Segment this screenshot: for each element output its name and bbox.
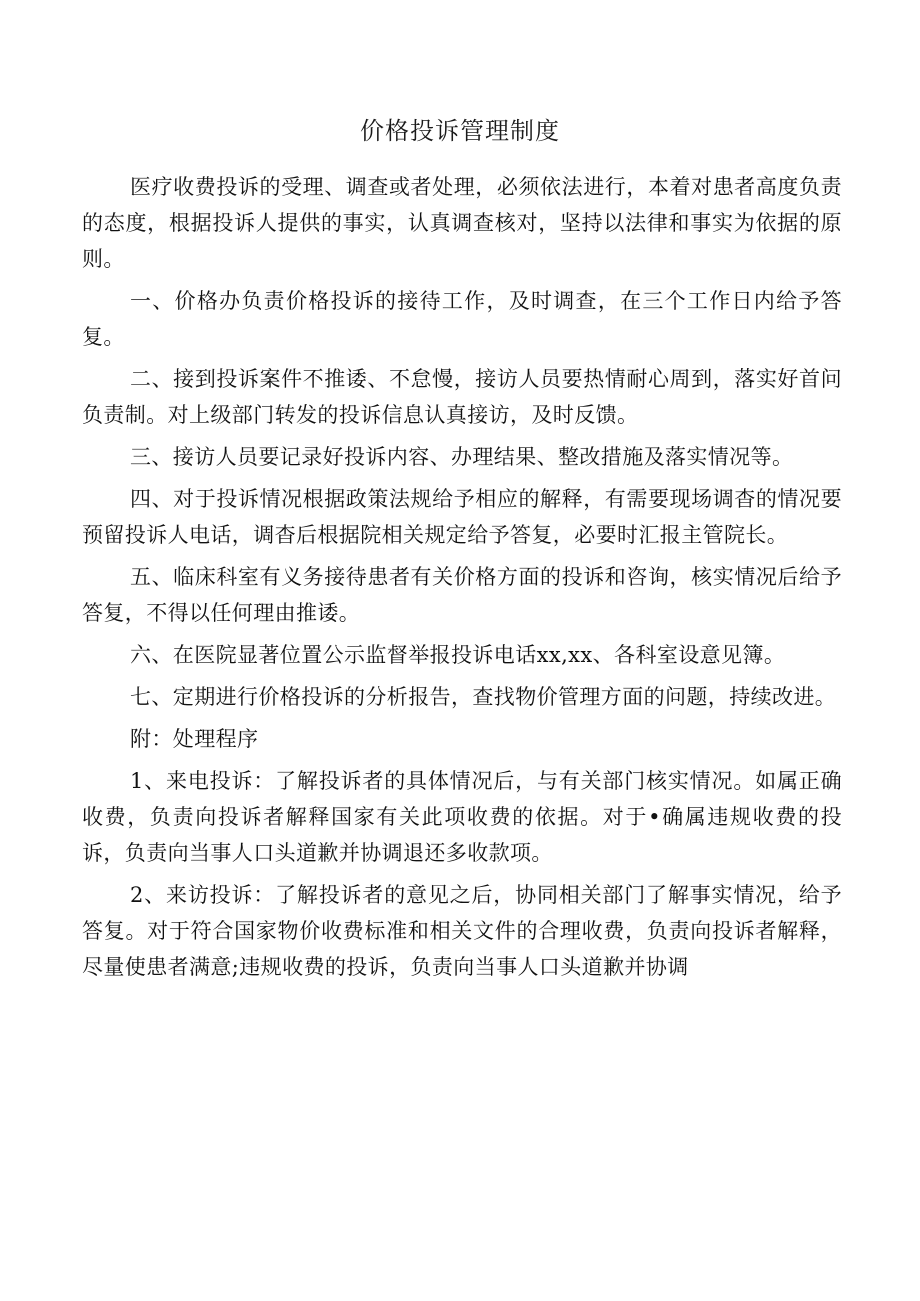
paragraph-item-7: 七、定期进行价格投诉的分析报告，查找物价管理方面的问题，持续改进。 [130, 685, 837, 709]
procedure-visit-complaint: 2、来访投诉：了解投诉者的意见之后，协同相关部门了解事实情况，给予答复。对于符合国家物价收费标准和相关文件的合理收费，负责向投诉者解释，尽量使患者满意;违规收费的投诉，负责向当事人口头道歉并协调 [82, 883, 842, 979]
paragraph-item-1: 一、价格办负责价格投诉的接待工作，及时调查，在三个工作日内给予答复。 [82, 289, 842, 349]
paragraph-intro: 医疗收费投诉的受理、调查或者处理，必须依法进行，本着对患者高度负责的态度，根据投诉人提供的事实，认真调查核对，坚持以法律和事实为依据的原则。 [82, 175, 842, 271]
paragraph-item-6: 六、在医院显著位置公示监督举报投诉电话xx,xx、各科室设意见簿。 [130, 643, 786, 667]
paragraph-item-5: 五、临床科室有义务接待患者有关价格方面的投诉和咨询，核实情况后给予答复，不得以任何理由推诿。 [82, 565, 842, 625]
paragraph-item-4: 四、对于投诉情况根据政策法规给予相应的解释，有需要现场调杳的情况要预留投诉人电话，调杳后根据院相关规定给予答复，必要时汇报主管院长。 [82, 487, 842, 547]
procedure-phone-complaint: 1、来电投诉：了解投诉者的具体情况后，与有关部门核实情况。如属正确收费，负责向投诉者解释国家有关此项收费的依据。对于•确属违规收费的投诉，负责向当事人口头道歉并协调退还多收款项。 [82, 769, 842, 865]
document-body [82, 169, 842, 991]
appendix-heading: 附：处理程序 [130, 727, 259, 751]
document-title: 价格投诉管理制度 [360, 117, 560, 145]
paragraph-item-2: 二、接到投诉案件不推诿、不怠慢，接访人员要热情耐心周到，落实好首问负责制。对上级部门转发的投诉信息认真接访，及时反馈。 [82, 367, 842, 427]
paragraph-item-3: 三、接访人员要记录好投诉内容、办理结果、整改措施及落实情况等。 [130, 445, 794, 469]
